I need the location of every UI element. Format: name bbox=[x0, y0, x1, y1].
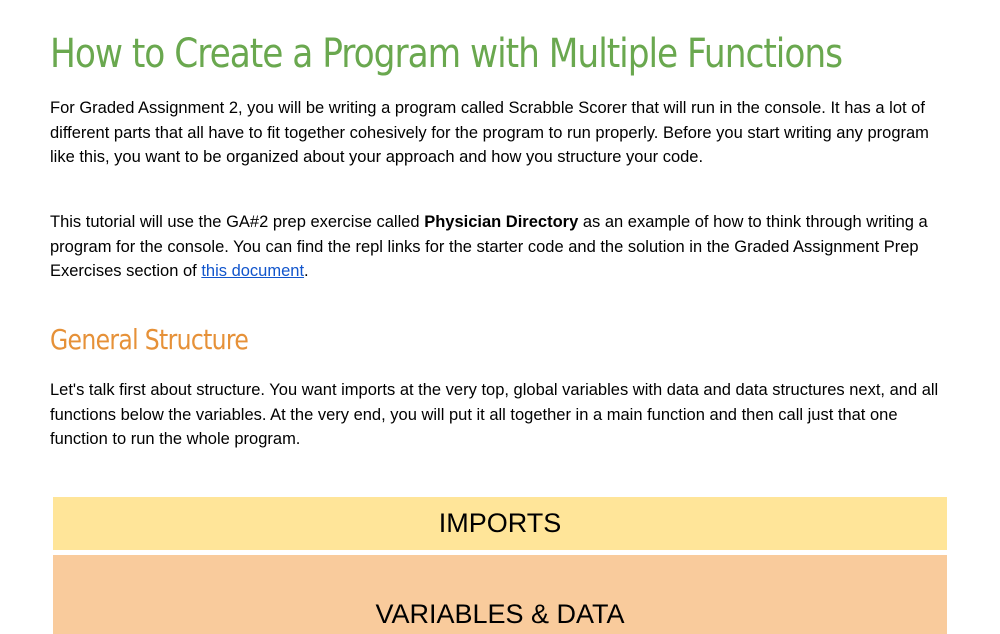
variables-label: VARIABLES & DATA bbox=[375, 599, 625, 629]
structure-paragraph: Let's talk first about structure. You want imports at the very top, global variables with data and data structures next, and all functions below the variables. At the very end, you will put it all together in a main function and then call just that one function to run the whole program. bbox=[50, 381, 939, 448]
tutorial-text-3: . bbox=[304, 262, 309, 280]
tutorial-text-1: This tutorial will use the GA#2 prep exercise called bbox=[50, 213, 425, 231]
tutorial-text-2: as an example of how to think through writing a program for the console. You can find the repl links for the starter code and the solution in the Graded Assignment Prep Exercises section of bbox=[50, 213, 928, 280]
exercise-name: Physician Directory bbox=[424, 213, 579, 231]
imports-block bbox=[53, 497, 947, 550]
tutorial-paragraph bbox=[50, 210, 950, 284]
section-heading: General Structure bbox=[50, 323, 249, 356]
intro-paragraph: For Graded Assignment 2, you will be writing a program called Scrabble Scorer that will run in the console. It has a lot of different parts that all have to fit together cohesively for the program to run properly. Before you start writing any program like this, you want to be organized about your approach and how you structure your code. bbox=[50, 99, 929, 166]
variables-block bbox=[53, 555, 947, 634]
document-link[interactable]: this document bbox=[201, 262, 305, 280]
imports-label: IMPORTS bbox=[438, 508, 562, 538]
page-title: How to Create a Program with Multiple Functions bbox=[50, 31, 843, 77]
